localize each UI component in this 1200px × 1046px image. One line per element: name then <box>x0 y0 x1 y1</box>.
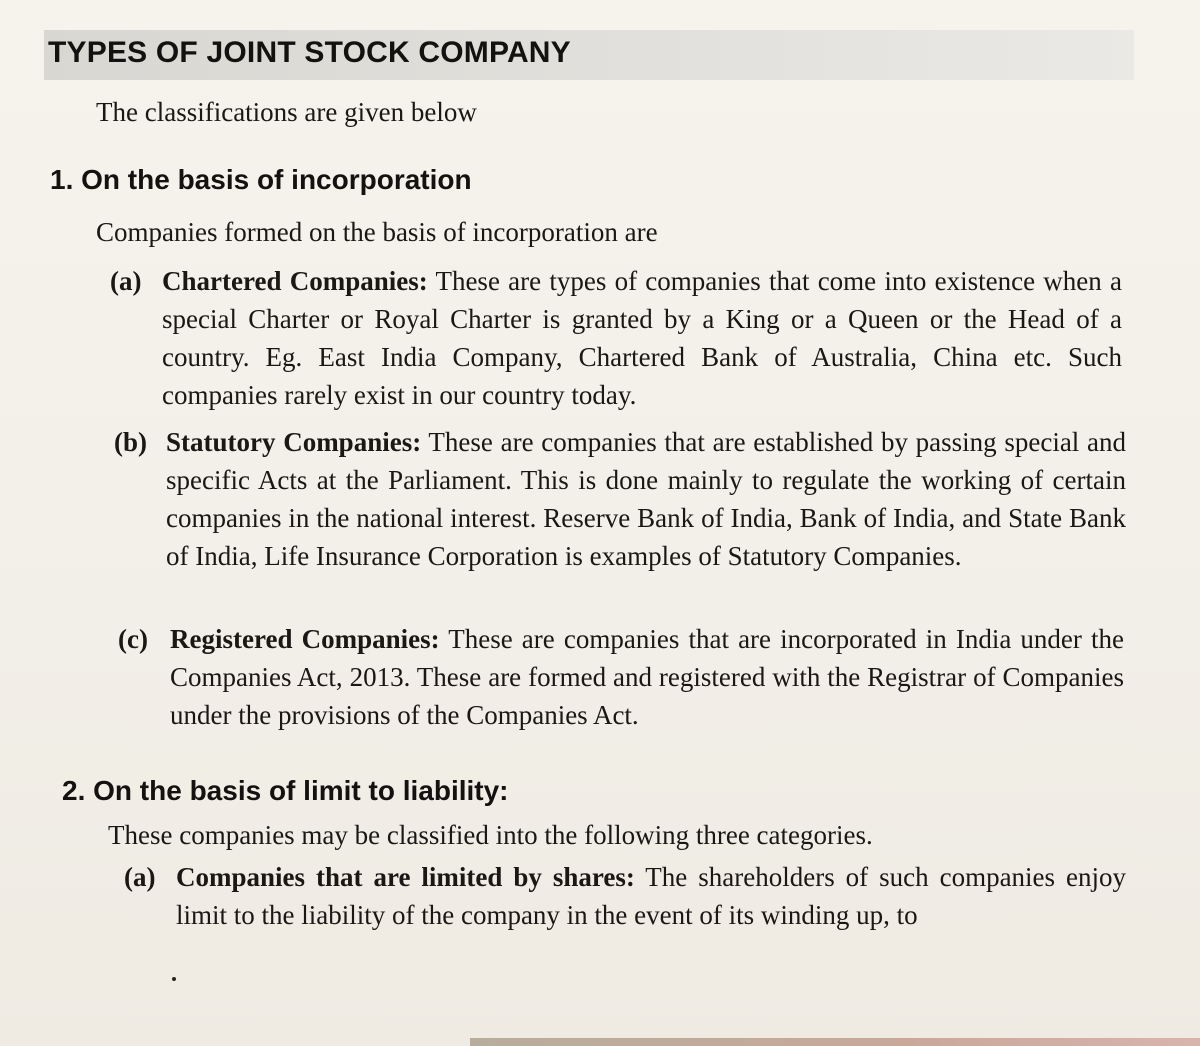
print-speck <box>172 977 176 981</box>
list-item-registered-companies <box>118 620 1124 734</box>
item-marker: (b) <box>114 427 147 457</box>
list-item-statutory-companies <box>114 423 1126 575</box>
section-lead-liability: These companies may be classified into the following three categories. <box>108 820 873 850</box>
item-term: Registered Companies: <box>170 624 440 654</box>
item-text: The shareholders of such companies enjoy limit to the liability of the company in the event of its winding up, to <box>176 862 1126 930</box>
item-marker: (c) <box>118 624 148 654</box>
section-lead-incorporation: Companies formed on the basis of incorporation are <box>96 217 658 247</box>
item-marker: (a) <box>110 266 142 296</box>
section-heading-incorporation: 1. On the basis of incorporation <box>50 164 472 195</box>
list-item-chartered-companies <box>110 262 1122 414</box>
item-term: Statutory Companies: <box>166 427 422 457</box>
page-title: TYPES OF JOINT STOCK COMPANY <box>48 36 571 69</box>
section-heading-liability: 2. On the basis of limit to liability: <box>62 775 509 806</box>
page-edge-strip <box>470 1038 1200 1046</box>
item-term: Companies that are limited by shares: <box>176 862 635 892</box>
item-marker: (a) <box>124 862 156 892</box>
item-text: These are companies that are incorporated in India under the Companies Act, 2013. These are formed and registered with the Registrar of Companies under the provisions of the Companies Act. <box>170 624 1124 730</box>
item-term: Chartered Companies: <box>162 266 428 296</box>
item-text: These are types of companies that come into existence when a special Charter or Royal Charter is granted by a King or a Queen or the Head of a country. Eg. East India Company, Chartered Bank of Australia, China etc. Such companies rarely exist in our country today. <box>162 266 1122 410</box>
list-item-limited-by-shares <box>124 858 1126 934</box>
intro-text: The classifications are given below <box>96 97 477 127</box>
item-text: These are companies that are established by passing special and specific Acts at the Parliament. This is done mainly to regulate the working of certain companies in the national interest. Reserve Bank of India, Bank of India, and State Bank of India, Life Insurance Corporation is examples of Statutory Companies. <box>166 427 1126 571</box>
